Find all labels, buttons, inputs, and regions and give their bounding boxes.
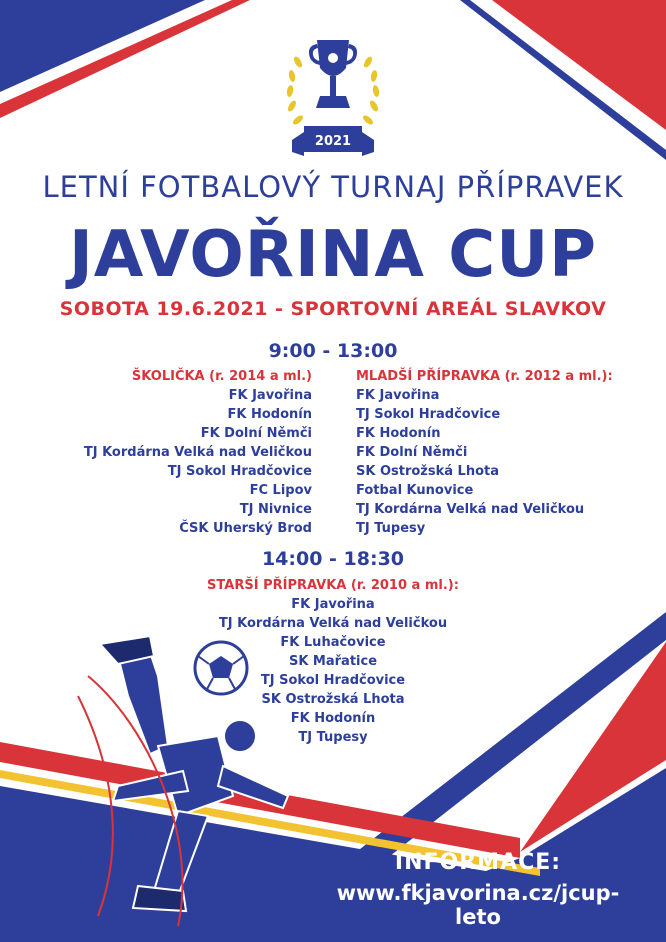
team-item: TJ Kordárna Velká nad Veličkou (218, 616, 448, 631)
event-subtitle: LETNÍ FOTBALOVÝ TURNAJ PŘÍPRAVEK (42, 170, 624, 204)
team-item: FC Lipov (249, 483, 312, 498)
team-item: TJ Nivnice (239, 502, 312, 517)
year-ribbon (292, 126, 374, 156)
event-date-venue: SOBOTA 19.6.2021 - SPORTOVNÍ AREÁL SLAVKOV (59, 298, 607, 320)
category-skolicka (84, 367, 312, 538)
team-item: TJ Sokol Hradčovice (167, 464, 312, 479)
year-label: 2021 (314, 134, 352, 149)
team-item: TJ Tupesy (298, 730, 368, 745)
team-item: FK Hodonín (290, 711, 376, 726)
category-starsi-pripravka (0, 576, 666, 747)
team-item: TJ Sokol Hradčovice (356, 407, 501, 422)
trophy-emblem (280, 28, 386, 160)
cup-icon (309, 40, 357, 108)
team-item: TJ Kordárna Velká nad Veličkou (83, 445, 312, 460)
category-label: ŠKOLIČKA (r. 2014 a ml.) (131, 369, 312, 384)
team-item: FK Dolní Němči (200, 426, 312, 441)
team-item: Fotbal Kunovice (356, 483, 474, 498)
category-label: STARŠÍ PŘÍPRAVKA (r. 2010 a ml.): (207, 578, 459, 593)
event-title: JAVOŘINA CUP (68, 218, 598, 292)
category-mladsi-pripravka (356, 367, 613, 538)
team-item: TJ Kordárna Velká nad Veličkou (356, 502, 585, 517)
team-item: SK Mařatice (288, 654, 378, 669)
session2-time: 14:00 - 18:30 (261, 548, 405, 570)
team-item: TJ Sokol Hradčovice (260, 673, 406, 688)
team-item: TJ Tupesy (356, 521, 426, 536)
info-url-link[interactable]: www.fkjavorina.cz/jcup-leto (336, 881, 620, 929)
team-item: ČSK Uherský Brod (179, 521, 312, 536)
team-item: FK Hodonín (356, 426, 441, 441)
team-item: SK Ostrožská Lhota (261, 692, 405, 707)
category-label: MLADŠÍ PŘÍPRAVKA (r. 2012 a ml.): (356, 369, 613, 384)
info-block (318, 850, 638, 929)
team-item: FK Javořina (228, 388, 312, 403)
info-label: INFORMACE: (394, 850, 562, 875)
team-item: FK Javořina (291, 597, 375, 612)
team-item: FK Hodonín (227, 407, 312, 422)
team-item: FK Javořina (356, 388, 440, 403)
team-item: SK Ostrožská Lhota (356, 464, 500, 479)
team-item: FK Dolní Němči (356, 445, 468, 460)
session1-time: 9:00 - 13:00 (268, 340, 398, 362)
team-item: FK Luhačovice (280, 635, 386, 650)
